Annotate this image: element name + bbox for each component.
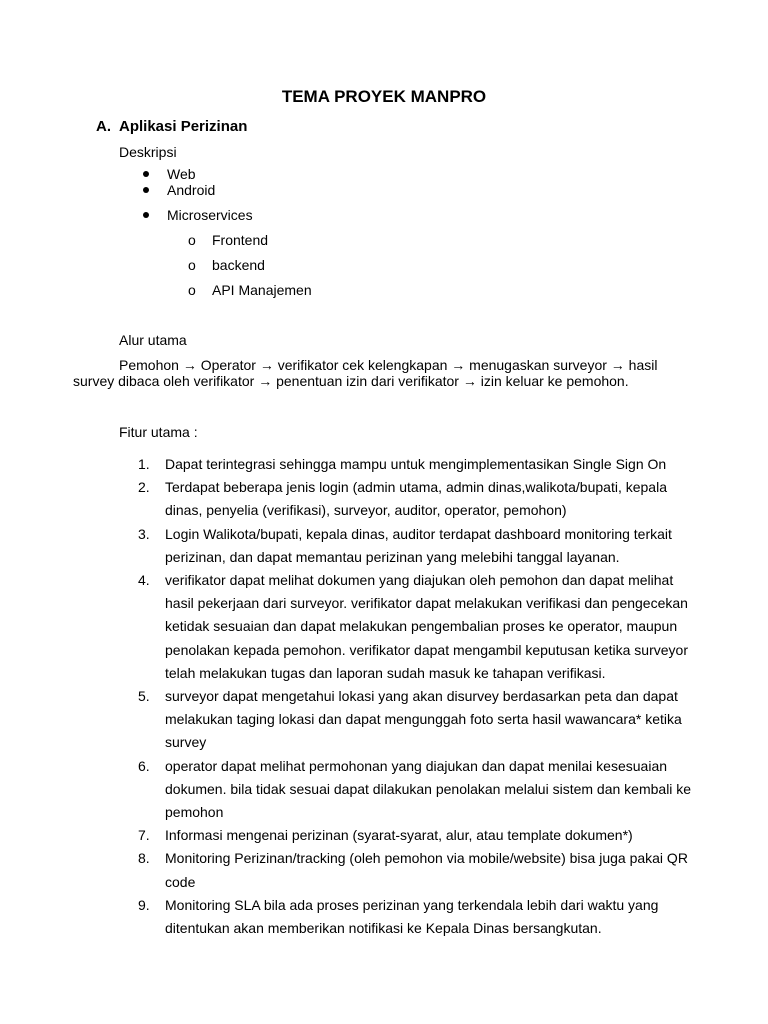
alur-label: Alur utama xyxy=(119,332,187,348)
list-item xyxy=(138,755,698,825)
platform-item-text: Android xyxy=(167,182,216,198)
bullet-icon xyxy=(143,212,149,218)
list-number: 1. xyxy=(138,456,150,472)
list-number: 9. xyxy=(138,896,150,913)
fitur-label: Fitur utama : xyxy=(119,424,198,440)
list-item xyxy=(138,824,698,847)
section-heading xyxy=(96,117,247,137)
list-item-text: Login Walikota/bupati, kepala dinas, auditor terdapat dashboard monitoring terkait perizinan, dan dapat memantau perizinan yang melebihi tanggal layanan. xyxy=(165,525,672,565)
list-item xyxy=(138,569,698,685)
list-number: 2. xyxy=(138,479,150,496)
alur-paragraph: Pemohon → Operator → verifikator cek kelengkapan → menugaskan surveyor → hasil survey dibaca oleh verifikator → penentuan izin dari verifikator → izin keluar ke pemohon. xyxy=(73,357,658,389)
list-number: 4. xyxy=(138,572,150,589)
list-item-text: Monitoring Perizinan/tracking (oleh pemohon via mobile/website) bisa juga pakai QR code xyxy=(165,850,688,890)
microservice-item-text: Frontend xyxy=(212,232,269,248)
list-item xyxy=(138,523,698,569)
list-item-text: Terdapat beberapa jenis login (admin utama, admin dinas,walikota/bupati, kepala dinas, penyelia (verifikasi), surveyor, auditor, operator, pemohon) xyxy=(165,479,667,519)
list-item xyxy=(138,847,698,893)
circle-bullet-icon: o xyxy=(188,232,196,248)
list-item-text: operator dapat melihat permohonan yang diajukan dan dapat menilai kesesuaian dokumen. bila tidak sesuai dapat dilakukan penolakan melalui sistem dan kembali ke pemohon xyxy=(165,757,692,821)
deskripsi-label: Deskripsi xyxy=(119,144,177,160)
microservice-item-text: backend xyxy=(212,257,265,273)
section-heading-text: Aplikasi Perizinan xyxy=(119,118,248,135)
list-number: 6. xyxy=(138,757,150,774)
list-item-text: surveyor dapat mengetahui lokasi yang akan disurvey berdasarkan peta dan dapat melakukan taging lokasi dan dapat mengunggah foto serta hasil wawancara* ketika survey xyxy=(165,688,682,751)
document-title: TEMA PROYEK MANPRO xyxy=(281,87,487,106)
platform-item-text: Web xyxy=(167,166,196,182)
bullet-icon xyxy=(143,171,149,177)
list-number: 8. xyxy=(138,850,150,867)
list-number: 3. xyxy=(138,525,150,542)
list-number: 5. xyxy=(138,688,150,705)
list-item-text: Informasi mengenai perizinan (syarat-syarat, alur, atau template dokumen*) xyxy=(165,827,633,844)
list-item-text: Monitoring SLA bila ada proses perizinan yang terkendala lebih dari waktu yang ditentukan akan memberikan notifikasi ke Kepala Dinas bersangkutan. xyxy=(165,896,659,937)
circle-bullet-icon: o xyxy=(188,282,196,298)
list-item xyxy=(138,476,698,522)
section-letter: A. xyxy=(96,118,111,135)
list-item-text: verifikator dapat melihat dokumen yang diajukan oleh pemohon dan dapat melihat hasil pekerjaan dari surveyor. verifikator dapat melakukan verifikasi dan pengecekan ketidak sesuaian dan dapat melakukan pengembalian proses ke operator, maupun penolakan kepada pemohon. verifikator dapat mengambil keputusan ketika surveyor telah melakukan tugas dan laporan sudah masuk ke tahapan verifikasi. xyxy=(165,572,688,681)
fitur-list xyxy=(138,453,698,940)
microservice-item-text: API Manajemen xyxy=(212,282,312,298)
list-item xyxy=(138,453,698,476)
list-item-text: Dapat terintegrasi sehingga mampu untuk mengimplementasikan Single Sign On xyxy=(165,456,667,472)
circle-bullet-icon: o xyxy=(188,257,196,273)
platform-item-text: Microservices xyxy=(167,207,253,223)
list-item xyxy=(138,685,698,755)
list-number: 7. xyxy=(138,827,150,844)
list-item xyxy=(138,894,698,940)
bullet-icon xyxy=(143,187,149,193)
